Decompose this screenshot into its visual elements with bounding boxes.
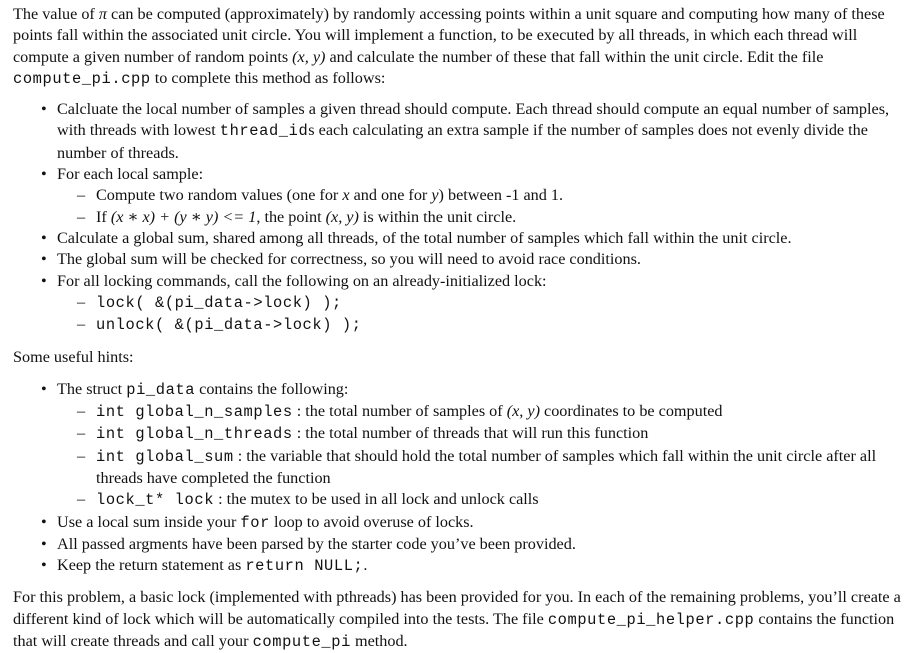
- intro-paragraph: [13, 4, 902, 90]
- list-item-text: The global sum will be checked for correctness, so you will need to avoid race conditions.: [57, 250, 641, 269]
- inline-code: int global_n_samples: [96, 403, 293, 422]
- filename-code: compute_pi_helper.cpp: [547, 610, 755, 629]
- point-notation: (x, y): [325, 207, 359, 226]
- list-item-text: For all locking commands, call the following on an already-initialized lock:: [57, 271, 547, 290]
- list-item: [13, 249, 902, 270]
- hints-list: [13, 379, 902, 578]
- sub-list-item: [13, 314, 902, 336]
- list-item: [13, 164, 902, 228]
- list-item-text: coordinates to be computed: [539, 402, 723, 421]
- pi-symbol: π: [98, 5, 107, 23]
- code-unlock-call: unlock( &(pi_data->lock) );: [96, 316, 362, 335]
- list-item-text: loop to avoid overuse of locks.: [269, 512, 474, 531]
- list-item-text: Keep the return statement as: [57, 556, 246, 575]
- sub-list: [57, 185, 902, 228]
- filename-code: compute_pi.cpp: [13, 69, 151, 88]
- list-item-text: For each local sample:: [57, 165, 204, 184]
- math-var: y: [431, 186, 439, 205]
- list-item-text: , the point: [256, 207, 326, 226]
- list-item: [13, 271, 902, 337]
- list-item-text: contains the following:: [195, 379, 349, 398]
- list-item-text: : the variable that should hold the total number of samples which fall within the unit circle after all threads have completed the function: [96, 446, 877, 487]
- code-lock-call: lock( &(pi_data->lock) );: [96, 293, 342, 312]
- list-item-text: The struct: [57, 379, 127, 398]
- sub-list-item: [13, 207, 902, 228]
- inline-code: return NULL;: [245, 557, 364, 576]
- list-item-text: ) between -1 and 1.: [438, 186, 564, 205]
- inline-code: for: [240, 513, 270, 532]
- intro-text: The value of: [13, 5, 99, 23]
- list-item-text: If: [96, 207, 111, 226]
- outro-text: contains the function that will create threads and call your: [13, 609, 895, 651]
- list-item-text: Compute two random values (one for: [96, 186, 343, 205]
- sub-list-item: [13, 446, 902, 490]
- outro-text: For this problem, a basic lock (implemented with pthreads) has been provided for you. In each of the remaining problems, you’ll create a different kind of lock which will be automatically compiled into the tests. The file: [13, 588, 901, 628]
- inline-code: compute_pi: [252, 633, 351, 652]
- sub-list-item: [13, 423, 902, 445]
- point-notation: (x, y): [506, 402, 540, 421]
- list-item-text: Calculate a global sum, shared among all threads, of the total number of samples which fall within the unit circle.: [57, 228, 792, 247]
- list-item: [13, 379, 902, 512]
- list-item-text: Calcluate the local number of samples a given thread should compute. Each thread should compute an equal number of samples, with threads with lowest: [57, 100, 890, 140]
- sub-list: [57, 401, 902, 511]
- hints-heading: Some useful hints:: [13, 348, 134, 367]
- list-item-text: Use a local sum inside your: [57, 512, 241, 531]
- intro-text: to complete this method as follows:: [150, 68, 386, 87]
- list-item-text: : the total number of threads that will run this function: [292, 424, 649, 443]
- math-var: x: [342, 186, 350, 205]
- list-item-text: : the total number of samples of: [292, 402, 507, 421]
- list-item: [13, 534, 902, 555]
- outro-paragraph: [13, 587, 902, 653]
- list-item: [13, 555, 902, 577]
- list-item: [13, 228, 902, 249]
- sub-list-item: [13, 185, 902, 206]
- inline-code: pi_data: [126, 380, 196, 399]
- intro-text: and calculate the number of these that fall within the unit circle. Edit the file: [325, 47, 824, 66]
- sub-list-item: [13, 401, 902, 423]
- steps-list: [13, 99, 902, 336]
- inline-code: int global_n_threads: [96, 425, 293, 444]
- list-item-text: s each calculating an extra sample if the number of samples does not evenly divide the number of threads.: [57, 121, 868, 162]
- sub-list: [57, 292, 902, 337]
- list-item-text: .: [363, 556, 368, 575]
- list-item-text: : the mutex to be used in all lock and unlock calls: [214, 490, 539, 509]
- sub-list-item: [13, 489, 902, 511]
- inline-code: int global_sum: [96, 447, 234, 466]
- point-notation: (x, y): [292, 47, 326, 66]
- sub-list-item: [13, 292, 902, 314]
- list-item-text: is within the unit circle.: [358, 207, 517, 226]
- list-item-text: and one for: [349, 186, 432, 205]
- math-expression: (x ∗ x) + (y ∗ y) <= 1: [110, 207, 257, 226]
- list-item: [13, 99, 902, 164]
- intro-text: can be computed (approximately) by randomly accessing points within a unit square and computing how many of these points fall within the associated unit circle. You will implement a function, to be executed by all threads, in which each thread will compute a given number of random points: [13, 5, 885, 66]
- list-item-text: All passed argments have been parsed by the starter code you’ve been provided.: [57, 534, 576, 553]
- inline-code: lock_t* lock: [96, 491, 215, 510]
- list-item: [13, 512, 902, 534]
- inline-code: thread_id: [219, 122, 309, 141]
- outro-text: method.: [350, 632, 408, 651]
